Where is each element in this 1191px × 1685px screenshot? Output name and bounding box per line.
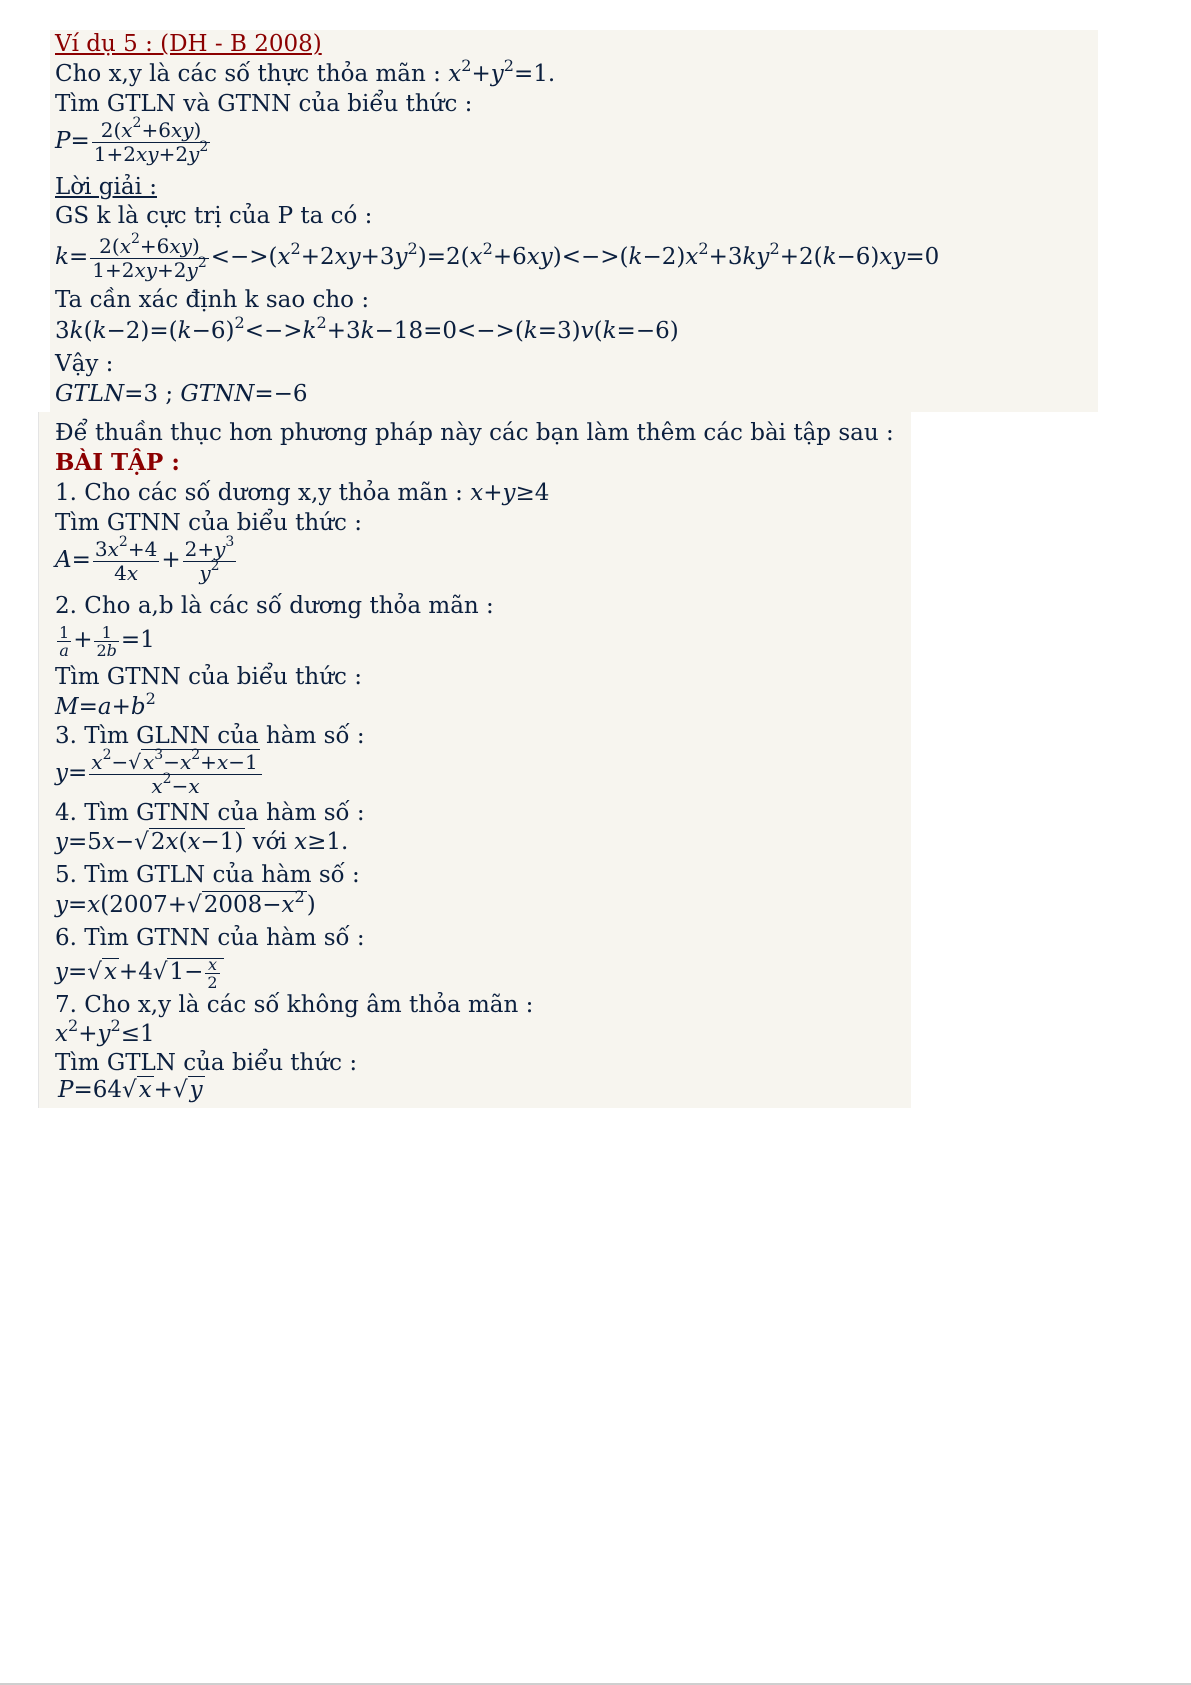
exercise-3: 3. Tìm GLNN của hàm số : xyxy=(55,723,365,749)
exercise-5: 5. Tìm GTLN của hàm số : xyxy=(55,862,360,888)
exercise-7-condition: $x^2+y^2\le 1$ xyxy=(55,1015,155,1047)
exercise-5-formula: $y=x(2007+√2008-x^2)$ xyxy=(55,886,316,918)
example-heading: Ví dụ 5 : (DH - B 2008) xyxy=(55,31,322,57)
exercise-4: 4. Tìm GTNN của hàm số : xyxy=(55,800,365,826)
exercise-1: 1. Cho các số dương x,y thỏa mãn : x+y≥4 xyxy=(55,480,550,506)
exercise-6-formula: y=√x+4√1− $\frac{x}{2}$ xyxy=(55,950,224,994)
assume-text: GS k là cực trị của P ta có : xyxy=(55,203,373,229)
exercise-2-formula: $M=a+b^2$ xyxy=(55,688,156,720)
result-formula: GTLN=3 ; GTNN=−6 xyxy=(55,381,308,407)
solution-heading: Lời giải : xyxy=(55,174,157,200)
exercise-2-find: Tìm GTNN của biểu thức : xyxy=(55,664,362,690)
exercise-6: 6. Tìm GTNN của hàm số : xyxy=(55,925,365,951)
example-find-text: Tìm GTLN và GTNN của biểu thức : xyxy=(55,91,473,117)
exercise-2: 2. Cho a,b là các số dương thỏa mãn : xyxy=(55,593,494,619)
exercise-4-formula: y=5x−√2x(x−1) với x≥1. xyxy=(55,829,349,855)
exercise-7: 7. Cho x,y là các số không âm thỏa mãn : xyxy=(55,992,534,1018)
exercise-7-formula: P=64√x+√y xyxy=(58,1077,203,1103)
determine-text: Ta cần xác định k sao cho : xyxy=(55,287,370,313)
exercise-3-formula: y= $\frac{x^2-√ x^3-x^2+x-1}{x^2-x}$ xyxy=(55,749,264,798)
exercises-intro: Để thuần thục hơn phương pháp này các bạn làm thêm các bài tập sau : xyxy=(55,420,894,446)
formula-k: k= $\frac{2(x^2+6xy)}{1+2xy+2y^2}$ $<->(x^2+2xy+3y^2)=2(x^2+6xy)<->(k-2)x^2+3ky^2+2(k-6)xy=0$ xyxy=(55,231,940,282)
condition-formula: $x^2+y^2=1$. xyxy=(448,55,556,87)
exercise-1-formula: A= $\frac{3x^2+4}{4x}$ + $\frac{2+y^3}{y^2}$ xyxy=(55,534,235,585)
exercises-heading: BÀI TẬP : xyxy=(55,449,180,476)
formula-p: P= $\frac{2(x^2+6xy)}{1+2xy+2y^2}$ xyxy=(55,115,209,166)
exercise-7-find: Tìm GTLN của biểu thức : xyxy=(55,1050,358,1076)
exercise-1-find: Tìm GTNN của biểu thức : xyxy=(55,510,362,536)
so-text: Vậy : xyxy=(55,351,114,377)
formula-condition-k: $3k(k-2)=(k-6)^2<->k^2+3k-18=0<->(k=3)v(k=-6)$ xyxy=(55,312,679,344)
example-condition: Cho x,y là các số thực thỏa mãn : $x^2+y^2=1$. xyxy=(55,55,556,87)
exercise-1-condition: x+y≥4 xyxy=(470,480,550,506)
exercise-2-condition: $\frac{1}{a}$ + $\frac{1}{2b}$ =1 xyxy=(59,622,155,660)
